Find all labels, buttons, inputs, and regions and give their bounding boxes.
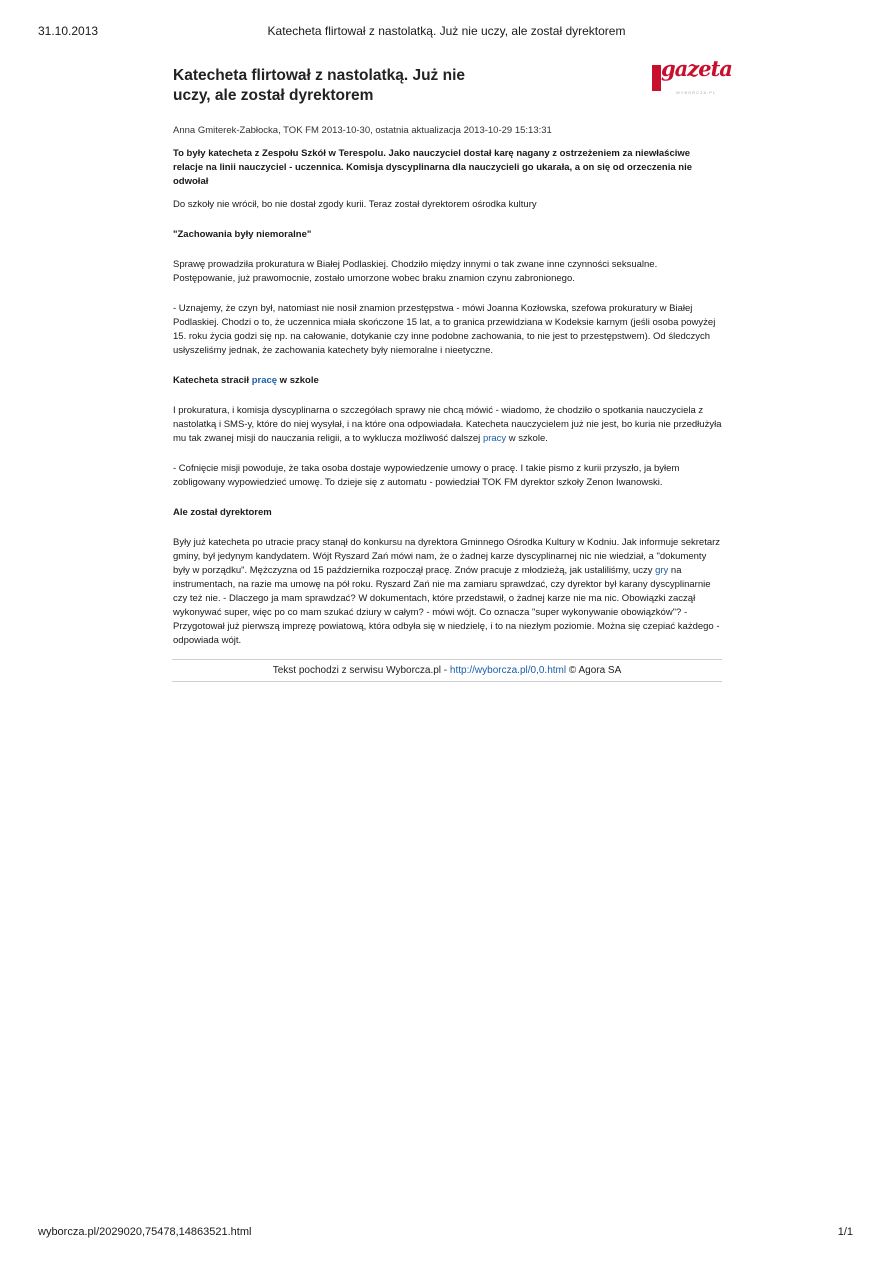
page-number: 1/1: [837, 1226, 853, 1238]
paragraph: [173, 404, 722, 446]
paragraph-text: I prokuratura, i komisja dyscyplinarna o szczegółach sprawy nie chcą mówić - wiadomo, że chodziło o spotkania nauczyciela z nastolatką i SMS-y, które do niej wysyłał, i na które ona odpowiadała. Katecheta nauczycielem już nie jest, bo kuria nie przedłużyła mu tak zwanej misji do nauczania religii, a to wyklucza możliwość dalszej: [173, 405, 722, 444]
paragraph-text: w szkole.: [506, 433, 548, 444]
gry-link[interactable]: gry: [655, 565, 669, 576]
print-header: [0, 24, 893, 40]
paragraph: - Cofnięcie misji powoduje, że taka osoba dostaje wypowiedzenie umowy o pracę. I takie pismo z kurii przyszło, ja byłem zobligowany wypowiedzieć umowę. To dzieje się z automatu - powiedział TOK FM dyrektor szkoły Zenon Iwanowski.: [173, 463, 680, 488]
print-date: 31.10.2013: [38, 24, 99, 38]
paragraph-text: Były już katecheta po utracie pracy stanął do konkursu na dyrektora Gminnego Ośrodka Kultury w Kodniu. Jak informuje sekretarz gminy, był jedynym kandydatem. Wójt Ryszard Zań mówi nam, że o żadnej karze dyscyplinarnej nic nie wiedział, a "dokumenty były w porządku". Mężczyzna od 15 października rozpoczął pracę. Znów pracuje z młodzieżą, jak ustaliliśmy, uczy: [173, 537, 721, 576]
subheading: "Zachowania były niemoralne": [173, 229, 312, 240]
paragraph: - Uznajemy, że czyn był, natomiast nie nosił znamion przestępstwa - mówi Joanna Kozłowska, szefowa prokuratury w Białej Podlaskiej. Chodzi o to, że uczennica miała skończone 15 lat, a to granica przewidziana w Kodeksie karnym (jeśli osoba powyżej 15. roku życia godzi się np. na całowanie, dotykanie czy inne podobne zachowania, to nie jest to przestępstwem). Od śledczych usłyszeliśmy jednak, że zachowania katechety były niemoralne i nieetyczne.: [173, 303, 716, 356]
article: [173, 56, 732, 648]
source-line: [172, 659, 722, 682]
paragraph: [173, 536, 722, 648]
subheading: [173, 374, 722, 388]
subheading: Ale został dyrektorem: [173, 507, 272, 518]
source-prefix: Tekst pochodzi z serwisu Wyborcza.pl -: [272, 665, 450, 676]
praca-link[interactable]: pracę: [251, 375, 278, 386]
source-link[interactable]: http://wyborcza.pl/0,0.html: [449, 665, 567, 676]
lead-paragraph: To były katecheta z Zespołu Szkół w Terespolu. Jako nauczyciel dostał karę nagany z ostrzeżeniem za niewłaściwe relacje na linii nauczyciel - uczennica. Komisja dyscyplinarna dla nauczycieli go ukarała, a on się od orzeczenia nie odwołał: [173, 148, 692, 187]
gazeta-logo[interactable]: [652, 56, 732, 95]
print-title: Katecheta flirtował z nastolatką. Już nie uczy, ale został dyrektorem: [267, 24, 626, 38]
logo-bar-icon: [652, 65, 661, 91]
paragraph-text: na instrumentach, na razie ma umowę na pół roku. Ryszard Zań nie ma zamiaru sprawdzać, czy dyrektor był karany dyscyplinarnie czy też nie. - Dlaczego ja mam sprawdzać? W dokumentach, które przedstawił, o żadnej karze nie ma nic. Obowiązki zaczął wykonywać super, więc po co mam szukać dziury w całym? - mówi wójt. Co oznacza "super wykonywanie obowiązków"? - Przygotował już pierwszą imprezę powiatową, która odbyła się w niedzielę, i to na niezłym poziomie. Można się czepiać każdego - odpowiada wójt.: [173, 565, 720, 646]
source-suffix: © Agora SA: [566, 665, 622, 676]
byline: Anna Gmiterek-Zabłocka, TOK FM 2013-10-30, ostatnia aktualizacja 2013-10-29 15:13:31: [173, 125, 552, 136]
article-headline: Katecheta flirtował z nastolatką. Już nie uczy, ale został dyrektorem: [173, 67, 465, 104]
print-url: wyborcza.pl/2029020,75478,14863521.html: [38, 1226, 252, 1238]
praca-link[interactable]: pracy: [482, 433, 507, 444]
subheading-text: Katecheta stracił: [173, 375, 252, 386]
logo-subtext: WYBORCZA.PL: [676, 90, 717, 95]
logo-text: gazeta: [661, 56, 732, 81]
paragraph: Sprawę prowadziła prokuratura w Białej Podlaskiej. Chodziło między innymi o tak zwane inne czynności seksualne. Postępowanie, już prawomocnie, zostało umorzone wobec braku znamion czynu zabronionego.: [173, 259, 658, 284]
paragraph: Do szkoły nie wrócił, bo nie dostał zgody kurii. Teraz został dyrektorem ośrodka kultury: [173, 199, 537, 210]
article-head: [173, 56, 732, 112]
subheading-text: w szkole: [277, 375, 319, 386]
